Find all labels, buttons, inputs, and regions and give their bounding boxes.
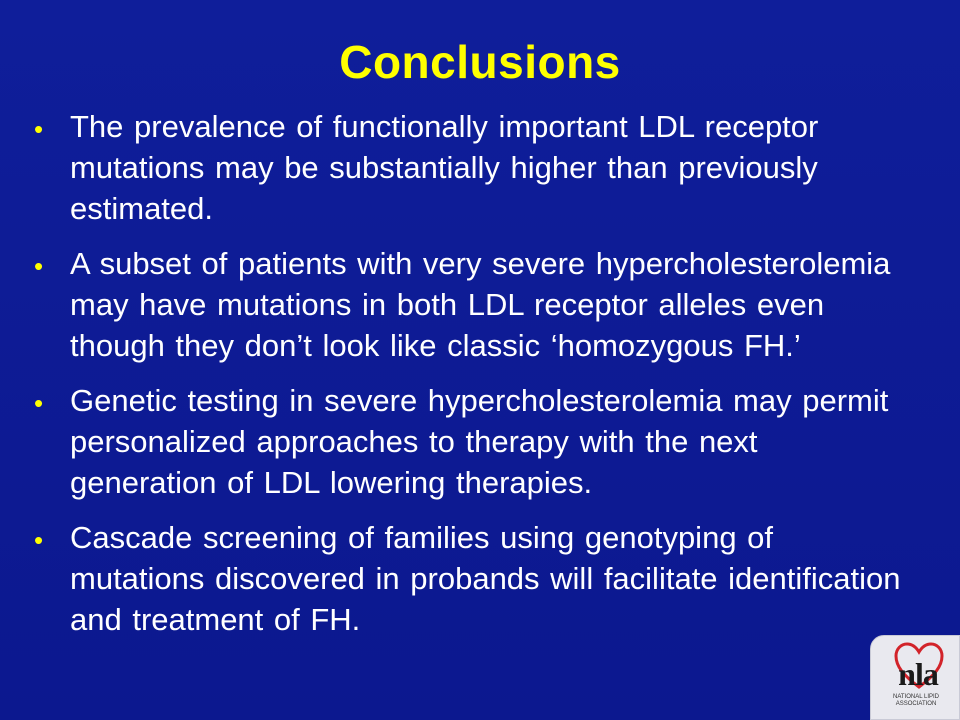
logo-letters: nla [898, 656, 938, 692]
bullet-text: Genetic testing in severe hypercholesterolemia may permit personalized approaches to therapy with the next generation of LDL lowering therapies. [70, 383, 889, 500]
bullet-item [30, 380, 910, 503]
logo-caption: NATIONAL LIPID ASSOCIATION [892, 694, 939, 707]
bullet-marker: • [34, 114, 44, 144]
bullet-text: Cascade screening of families using genotyping of mutations discovered in probands will facilitate identification and treatment of FH. [70, 520, 901, 637]
slide-title: Conclusions [339, 36, 621, 88]
bullet-item [30, 517, 910, 640]
bullet-marker: • [34, 251, 44, 281]
bullet-item [30, 106, 910, 229]
bullet-text: The prevalence of functionally important LDL receptor mutations may be substantially higher than previously estimated. [70, 109, 819, 226]
bullet-text: A subset of patients with very severe hypercholesterolemia may have mutations in both LDL receptor alleles even though they don’t look like classic ‘homozygous FH.’ [70, 246, 891, 363]
nla-logo [870, 635, 960, 720]
bullet-item [30, 243, 910, 366]
bullet-marker: • [34, 525, 44, 555]
bullet-marker: • [34, 388, 44, 418]
bullet-list [30, 106, 910, 654]
